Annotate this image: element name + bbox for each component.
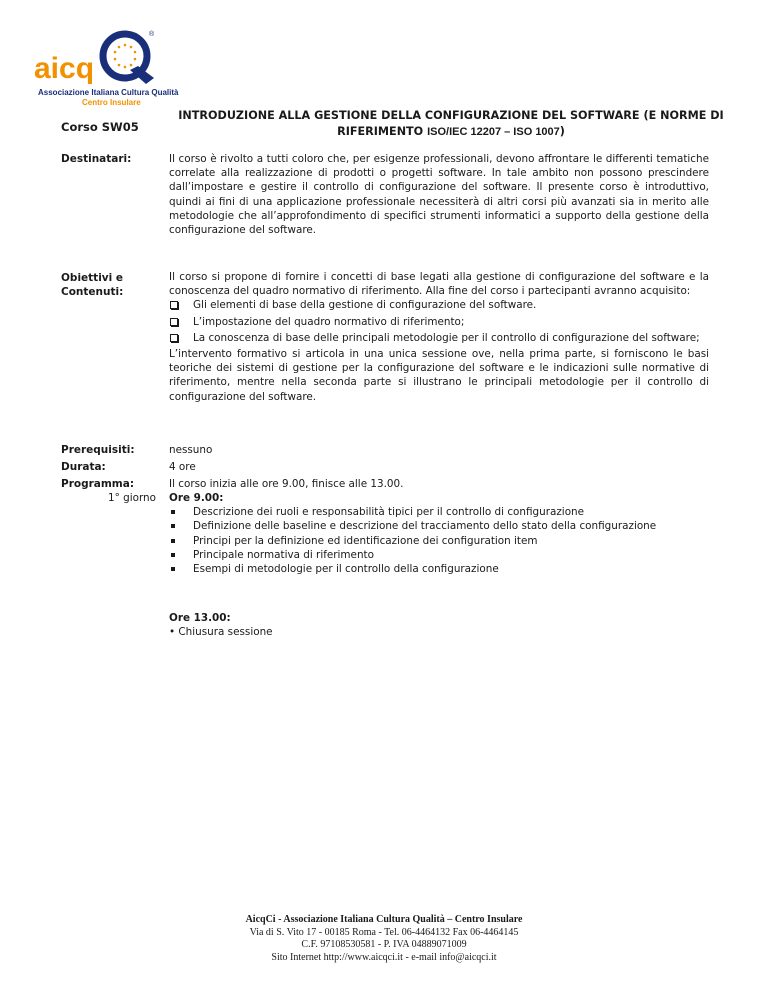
obiettivi-label-line2: Contenuti: — [61, 286, 124, 298]
prerequisiti-value: nessuno — [169, 444, 213, 456]
checkbox-bullet-icon — [169, 315, 193, 331]
logo-wordmark: aicq — [34, 52, 95, 85]
course-title-standards: ISO/IEC 12207 – ISO 1007 — [427, 126, 560, 138]
footer-address: Via di S. Vito 17 - 00185 Roma - Tel. 06-4464132 Fax 06-4464145 — [249, 926, 519, 938]
obiettivi-label-line1: Obiettivi e — [61, 272, 124, 284]
durata-value: 4 ore — [169, 461, 196, 473]
destinatari-text — [169, 152, 709, 237]
course-title — [168, 108, 734, 140]
logo-registered-mark: ® — [149, 31, 155, 38]
programma-label: Programma: — [61, 478, 135, 490]
aicq-logo-graphic — [30, 26, 170, 88]
session-1-item — [169, 562, 709, 576]
obiettivi-text — [169, 270, 709, 404]
footer-contacts: Sito Internet http://www.aicqci.it - e-mail info@aicqci.it — [271, 951, 497, 963]
page-footer — [0, 914, 768, 964]
session-1-time: Ore 9.00: — [169, 492, 224, 504]
session-1-item — [169, 519, 709, 533]
session-1-item-text: Esempi di metodologie per il controllo della configurazione — [193, 563, 499, 576]
square-bullet-icon — [169, 519, 193, 533]
obiettivi-label — [61, 271, 123, 299]
session-1-item — [169, 505, 709, 519]
obiettivi-intro: Il corso si propone di fornire i concetti di base legati alla gestione di configurazione del software e la conoscenza del quadro normativo di riferimento. Alla fine del corso i partecipanti avranno acquisito: — [169, 271, 709, 298]
durata-label: Durata: — [61, 461, 106, 473]
programma-value: Il corso inizia alle ore 9.00, finisce alle 13.00. — [169, 478, 404, 490]
checkbox-bullet-icon — [169, 298, 193, 314]
session-1-item-text: Descrizione dei ruoli e responsabilità tipici per il controllo di configurazione — [193, 506, 585, 519]
session-1-item-text: Principale normativa di riferimento — [193, 548, 374, 561]
obiettivi-list-item — [169, 331, 709, 347]
session-1-item — [169, 548, 709, 562]
course-title-main: INTRODUZIONE ALLA GESTIONE DELLA CONFIGURAZIONE DEL SOFTWARE (E NORME DI RIFERIMENTO — [178, 109, 724, 138]
program-day-label: 1° giorno — [108, 492, 156, 504]
footer-tax-ids: C.F. 97108530581 - P. IVA 04889071009 — [301, 939, 467, 950]
obiettivi-list-item — [169, 298, 709, 314]
session-1-item-text: Definizione delle baseline e descrizione del tracciamento dello stato della configurazione — [193, 520, 657, 533]
obiettivi-list-item — [169, 315, 709, 331]
destinatari-label: Destinatari: — [61, 153, 132, 165]
destinatari-paragraph: Il corso è rivolto a tutti coloro che, per esigenze professionali, devono affrontare le differenti tematiche correlate alla realizzazione di prodotti o progetti software. In tale ambito non possono prescindere dall’impostare e gestire il controllo di configurazione del software. Il presente corso è introduttivo, quindi ai fini di una applicazione professionale necessiterà di altri corsi più avanzati sia in merito alle metodologie che all’approfondimento di specifici strumenti informatici a supporto della gestione della configurazione del software. — [169, 153, 709, 237]
session-1-item-text: Principi per la definizione ed identificazione dei configuration item — [193, 534, 538, 547]
square-bullet-icon — [169, 562, 193, 576]
logo-association-name: Associazione Italiana Cultura Qualità — [38, 88, 179, 97]
square-bullet-icon — [169, 534, 193, 548]
program-session-2 — [169, 611, 709, 639]
prerequisiti-label: Prerequisiti: — [61, 444, 135, 456]
footer-organization: AicqCi - Associazione Italiana Cultura Qualità – Centro Insulare — [245, 914, 523, 925]
square-bullet-icon — [169, 548, 193, 562]
obiettivi-item-text: Gli elementi di base della gestione di configurazione del software. — [193, 299, 537, 312]
logo-branch-name: Centro Insulare — [82, 98, 141, 107]
obiettivi-outro: L’intervento formativo si articola in una unica sessione ove, nella prima parte, si forniscono le basi teoriche dei sistemi di gestione per la configurazione del software e le indicazioni sulle normative di riferimento, mentre nella seconda parte si illustrano le principali metodologie per il controllo di configurazione del software. — [169, 348, 709, 403]
checkbox-bullet-icon — [169, 331, 193, 347]
aicq-logo — [30, 26, 179, 116]
obiettivi-item-text: L’impostazione del quadro normativo di riferimento; — [193, 315, 465, 328]
obiettivi-item-text: La conoscenza di base delle principali metodologie per il controllo di configurazione del software; — [193, 331, 700, 344]
session-2-time: Ore 13.00: — [169, 612, 231, 624]
program-session-1 — [169, 491, 709, 576]
course-title-end: ) — [559, 125, 565, 138]
course-code: Corso SW05 — [61, 120, 139, 134]
session-2-item: • Chiusura sessione — [169, 626, 273, 639]
square-bullet-icon — [169, 505, 193, 519]
session-1-item — [169, 534, 709, 548]
